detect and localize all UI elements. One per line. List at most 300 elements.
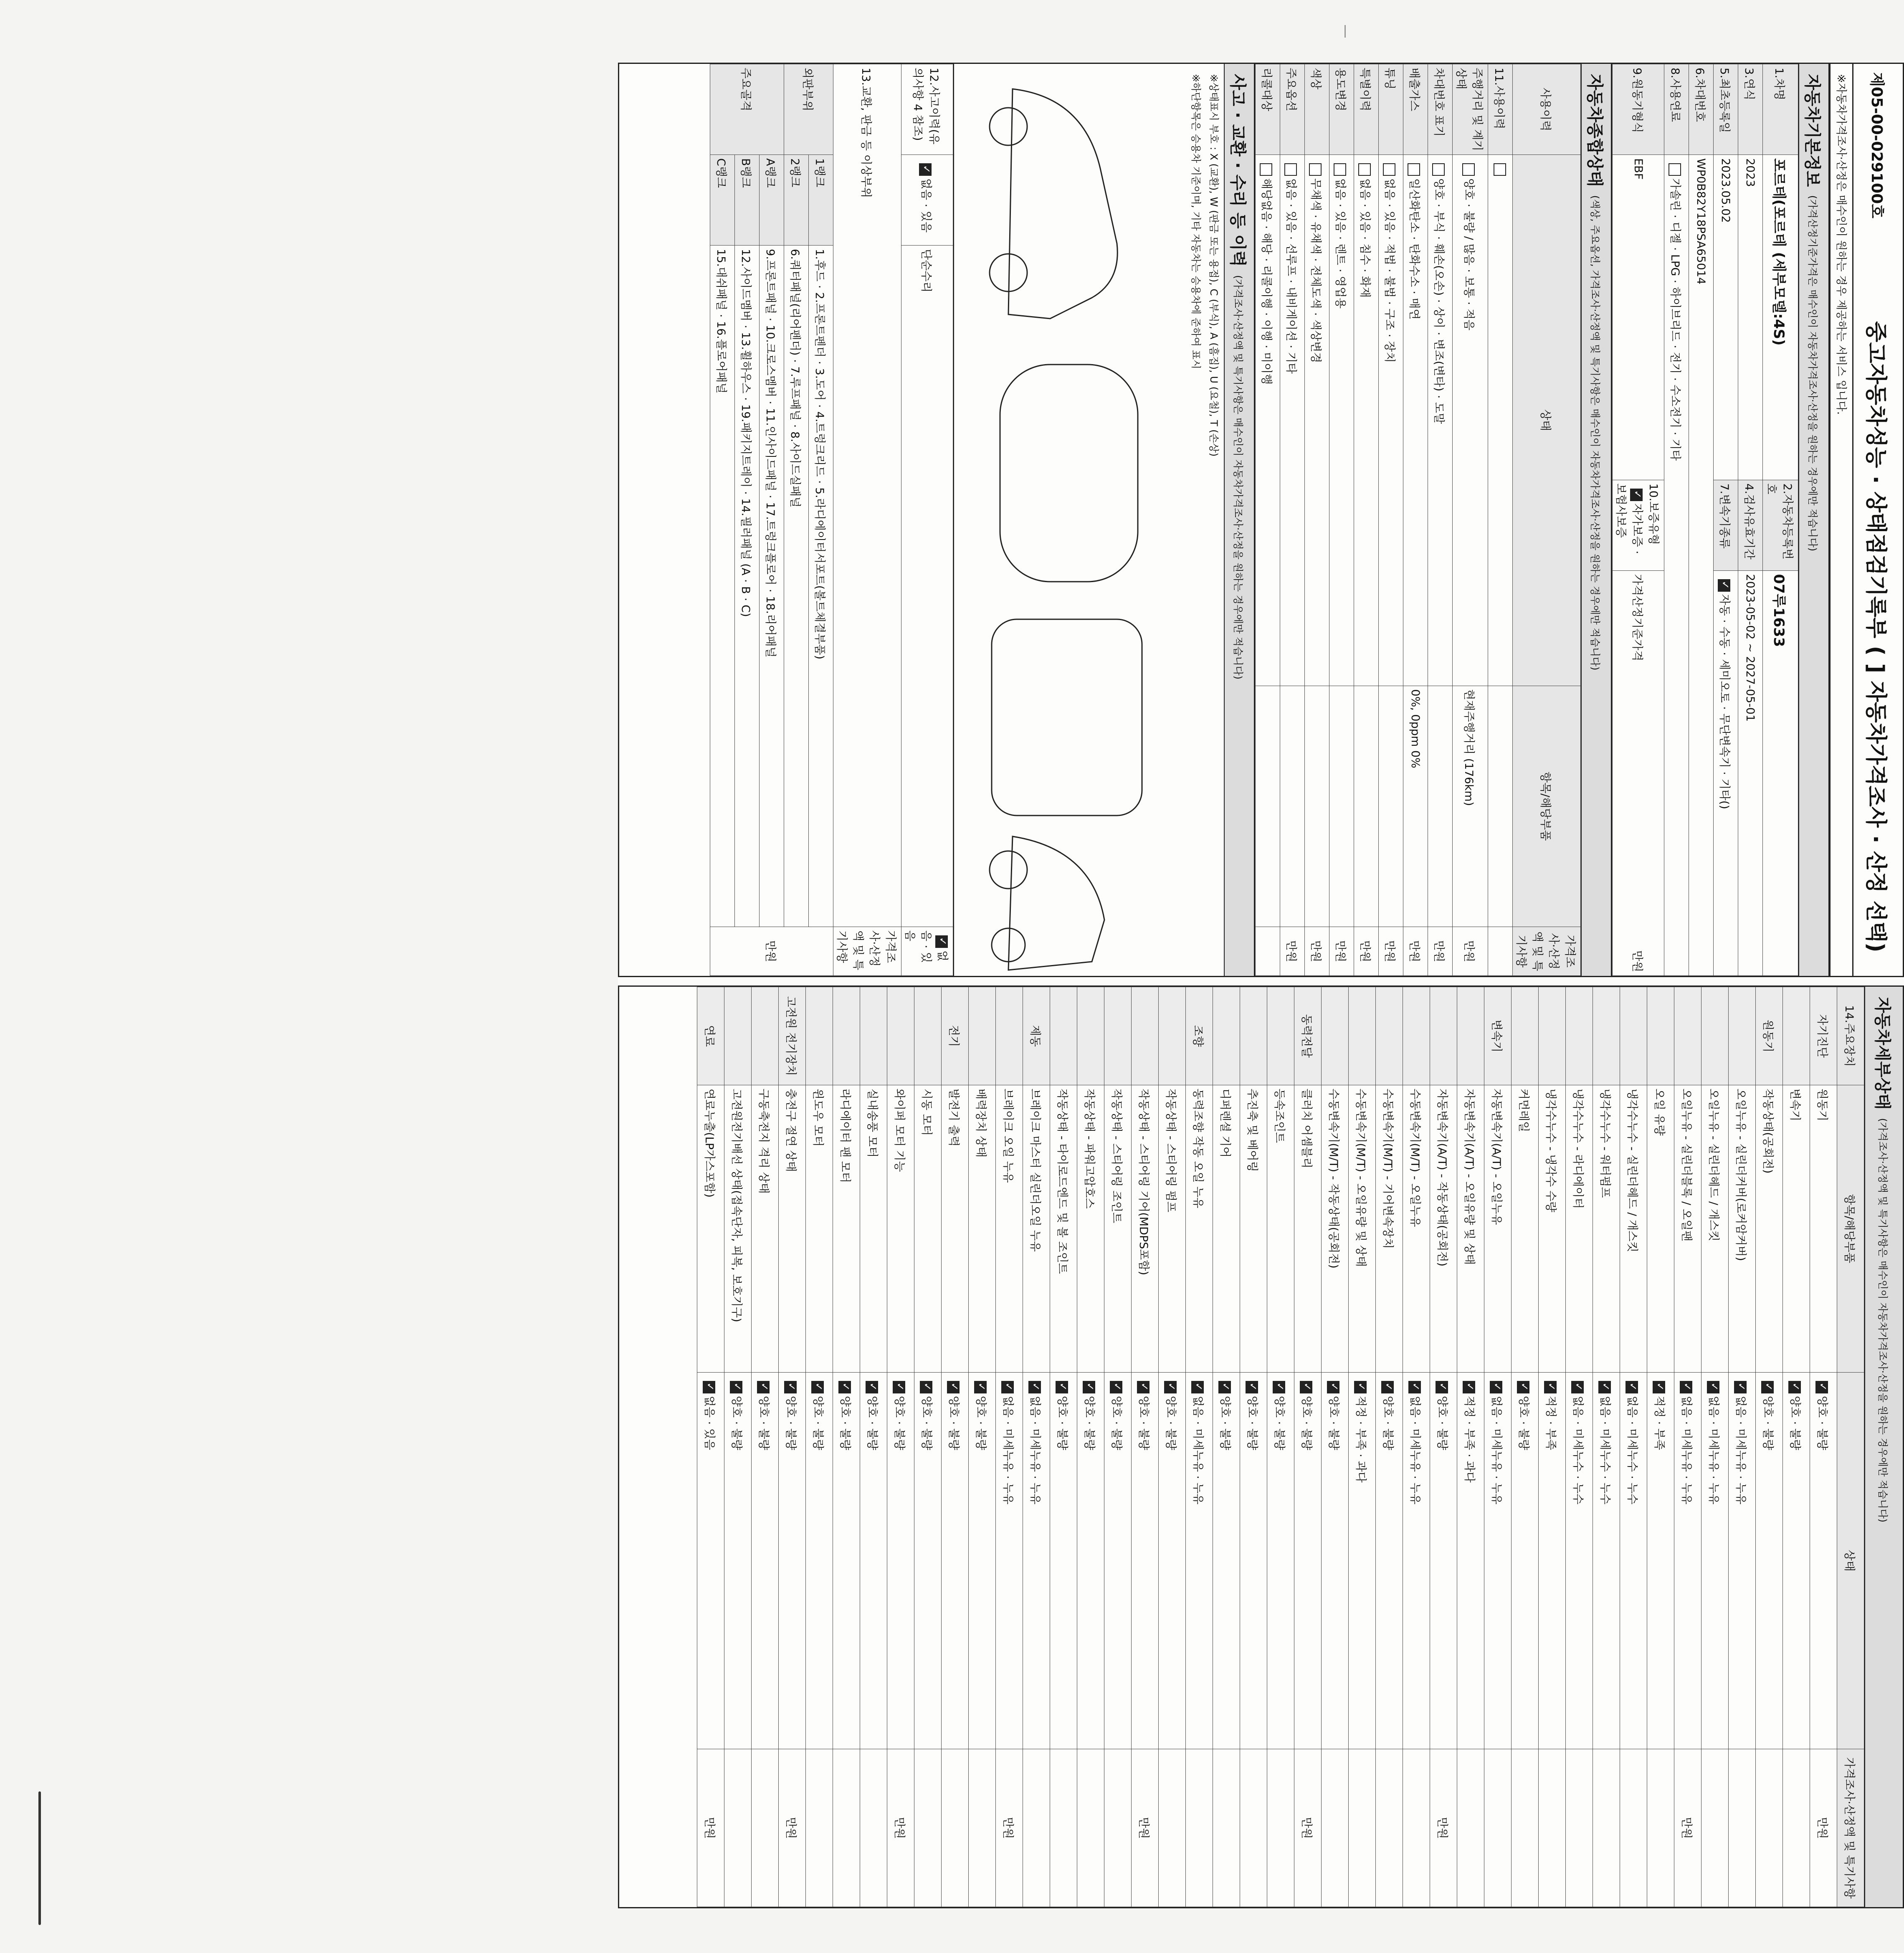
table-row	[1729, 987, 1756, 1907]
checkbox[interactable]	[1334, 163, 1346, 176]
device-group	[1647, 987, 1674, 1085]
row-state	[1403, 155, 1428, 686]
device-group	[1376, 987, 1403, 1085]
unit-label	[1403, 1749, 1430, 1907]
rankC-items: 15.대쉬패널 · 16.플로어패널	[710, 246, 735, 927]
checkbox[interactable]	[1028, 1381, 1041, 1393]
unit-label	[1566, 1749, 1593, 1907]
checkbox[interactable]	[811, 1381, 824, 1393]
checkbox[interactable]	[1669, 163, 1681, 176]
checkbox[interactable]	[1191, 1381, 1204, 1393]
device-group	[1539, 987, 1566, 1085]
state-text: 무채색 · 유채색 · 전체도색 · 색상변경	[1309, 178, 1322, 363]
checkbox[interactable]	[1463, 1381, 1475, 1393]
checkbox[interactable]	[1300, 1381, 1312, 1393]
checkbox[interactable]	[893, 1381, 905, 1393]
table-row	[1689, 64, 1714, 976]
accident-header	[1224, 64, 1255, 976]
label-vin: 6.차대번호	[1689, 64, 1714, 155]
state-text: 양호 · 불량	[838, 1396, 852, 1450]
state-text: 없음 · 있음 · 침수 · 화재	[1358, 178, 1372, 298]
checkbox[interactable]	[1718, 579, 1730, 592]
checkbox[interactable]	[1309, 163, 1322, 176]
checkbox[interactable]	[866, 1381, 878, 1393]
checkbox[interactable]	[1761, 1381, 1774, 1393]
checkbox[interactable]	[1408, 1381, 1421, 1393]
device-state	[1674, 1372, 1701, 1749]
device-group	[1322, 987, 1349, 1085]
unit-label: 만원	[710, 927, 833, 976]
left-panel	[618, 63, 1904, 977]
state-text: 양호 · 불량	[974, 1396, 987, 1450]
unit-label: 만원	[1354, 927, 1379, 976]
unit-label: 만원	[779, 1749, 806, 1907]
unit-label: 만원	[1428, 927, 1453, 976]
device-item: 클러치 어셈블리	[1294, 1085, 1322, 1372]
label-engine: 9.원동기형식	[1613, 64, 1664, 155]
unit-label	[1756, 1749, 1783, 1907]
device-state	[697, 1372, 724, 1749]
row-item	[1428, 686, 1453, 927]
state-text: 양호 · 불량	[866, 1396, 879, 1450]
device-item: 충전구 절연 상태	[779, 1085, 806, 1372]
device-item: 윈도우 모터	[806, 1085, 833, 1372]
car-frame-view	[992, 619, 1142, 816]
label-abnormal-parts: 13.교환, 판금 등 이상부위	[833, 64, 901, 927]
unit-label	[1783, 1749, 1810, 1907]
label-warranty: 10.보증유형	[1647, 483, 1660, 545]
table-row	[1714, 64, 1738, 976]
checkbox[interactable]	[1734, 1381, 1747, 1393]
unit-label	[1484, 1749, 1512, 1907]
table-row	[1379, 64, 1403, 976]
service-notice: ※자동차가격조사·산정은 매수인이 원하는 경우 제공하는 서비스 입니다.	[1830, 64, 1852, 976]
state-text: 없음 · 있음	[703, 1396, 716, 1450]
table-row	[1810, 987, 1837, 1907]
general-state-header	[1581, 64, 1612, 976]
rank1-items: 1.후드 · 2.프론트펜더 · 3.도어 · 4.트렁크리드 · 5.라디에이터서포트(볼트체결부품)	[809, 246, 833, 927]
device-group: 전기	[942, 987, 969, 1085]
table-row	[914, 987, 942, 1907]
checkbox[interactable]	[1164, 1381, 1177, 1393]
checkbox[interactable]	[919, 163, 932, 176]
checkbox[interactable]	[936, 935, 948, 948]
basic-info-title: 자동차기본정보	[1803, 74, 1822, 187]
state-text: 양호 · 불량	[1246, 1396, 1259, 1450]
state-text: 양호 · 불량	[1517, 1396, 1530, 1450]
device-state	[1756, 1372, 1783, 1749]
table-header-row	[1513, 64, 1581, 976]
row-label: 색상	[1305, 64, 1329, 155]
col-header: 상태	[1513, 155, 1581, 686]
checkbox[interactable]	[730, 1381, 742, 1393]
state-text: 양호 · 불량	[1381, 1396, 1395, 1450]
state-text: 적정 · 부족 · 과다	[1463, 1396, 1476, 1483]
table-row	[1539, 987, 1566, 1907]
checkbox[interactable]	[920, 1381, 932, 1393]
table-row	[1738, 64, 1763, 976]
form-title-row	[1852, 64, 1903, 976]
checkbox[interactable]	[1631, 489, 1643, 501]
device-item: 냉각수누수 - 워터펌프	[1593, 1085, 1620, 1372]
rankB-items: 12.사이드멤버 · 13.휠하우스 · 19.패키지트레이 · 14.필러패널 (A · B · C)	[735, 246, 760, 927]
checkbox[interactable]	[947, 1381, 960, 1393]
device-group: 자기진단	[1810, 987, 1837, 1085]
table-row	[1613, 64, 1664, 976]
checkbox[interactable]	[757, 1381, 770, 1393]
unit-label	[1213, 1749, 1240, 1907]
device-state	[1213, 1372, 1240, 1749]
checkbox[interactable]	[1383, 163, 1395, 176]
device-item: 디퍼렌셜 기어	[1213, 1085, 1240, 1372]
device-state	[724, 1372, 752, 1749]
device-state	[969, 1372, 996, 1749]
checkbox[interactable]	[703, 1381, 715, 1393]
checkbox[interactable]	[1083, 1381, 1095, 1393]
device-item: 구동축전지 격리 상태	[752, 1085, 779, 1372]
label-rank2: 2랭크	[784, 155, 809, 246]
device-item: 배력장치 상태	[969, 1085, 996, 1372]
unit-label: 만원	[996, 1749, 1023, 1907]
device-state	[1593, 1372, 1620, 1749]
device-group	[1240, 987, 1267, 1085]
col-price: 가격조사·산정액 및 특기사항	[833, 927, 901, 976]
device-item: 오일누유 - 실린더커버(로커암커버)	[1729, 1085, 1756, 1372]
device-item: 라디에이터 팬 모터	[833, 1085, 860, 1372]
device-state	[1050, 1372, 1077, 1749]
checkbox[interactable]	[1517, 1381, 1529, 1393]
checkbox[interactable]	[1815, 1381, 1828, 1393]
unit-label	[1322, 1749, 1349, 1907]
table-row	[1430, 987, 1457, 1907]
device-group	[860, 987, 887, 1085]
device-state	[1566, 1372, 1593, 1749]
general-state-body	[1256, 64, 1513, 976]
table-row	[1023, 987, 1050, 1907]
checkbox[interactable]	[838, 1381, 851, 1393]
device-state	[1077, 1372, 1104, 1749]
state-text: 양호 · 불량	[1436, 1396, 1449, 1450]
state-text: 양호 · 불량	[947, 1396, 960, 1450]
state-text: 양호 · 불량	[893, 1396, 906, 1450]
checkbox[interactable]	[1490, 1381, 1502, 1393]
device-item: 변속기	[1783, 1085, 1810, 1372]
state-text: 없음 · 미세누유 · 누유	[1001, 1396, 1015, 1505]
table-row	[1280, 64, 1305, 976]
device-group	[1620, 987, 1647, 1085]
checkbox[interactable]	[1273, 1381, 1285, 1393]
device-state	[1186, 1372, 1213, 1749]
state-text: 양호 · 불량	[1137, 1396, 1150, 1450]
device-state	[942, 1372, 969, 1749]
unit-label	[1488, 927, 1513, 976]
device-group	[1077, 987, 1104, 1085]
state-text: 양호 · 불량	[1815, 1396, 1829, 1450]
checkbox[interactable]	[1432, 163, 1445, 176]
unit-label	[1647, 1749, 1674, 1907]
accident-table	[710, 64, 953, 976]
state-text: 없음 · 미세누유 · 누유	[1707, 1396, 1720, 1505]
row-state	[1329, 155, 1354, 686]
simple-repair-options: 없음 · 있음	[903, 930, 949, 963]
label-outer: 외판부위	[784, 64, 833, 155]
device-state	[1620, 1372, 1647, 1749]
checkbox[interactable]	[1381, 1381, 1394, 1393]
table-row	[1256, 64, 1280, 976]
row-state	[1453, 155, 1488, 686]
checkbox[interactable]	[1246, 1381, 1258, 1393]
table-row	[1213, 987, 1240, 1907]
table-row	[1329, 64, 1354, 976]
unit-label	[806, 1749, 833, 1907]
value-reg-no: 07루1633	[1763, 570, 1798, 975]
device-group	[969, 987, 996, 1085]
table-row	[1159, 987, 1186, 1907]
scan-edge-mark	[38, 1791, 41, 1925]
unit-label: 만원	[1132, 1749, 1159, 1907]
checkbox[interactable]	[1137, 1381, 1149, 1393]
table-row	[710, 64, 735, 976]
label-car-name: 1.차명	[1763, 64, 1798, 155]
device-state	[1512, 1372, 1539, 1749]
label-rankA: A랭크	[760, 155, 784, 246]
checkbox[interactable]	[1358, 163, 1371, 176]
state-text: 없음 · 미세누수 · 누수	[1571, 1396, 1585, 1505]
device-state	[1240, 1372, 1267, 1749]
device-state	[1430, 1372, 1457, 1749]
state-text: 양호 · 불량	[1788, 1396, 1802, 1450]
table-row	[1132, 987, 1159, 1907]
device-state	[833, 1372, 860, 1749]
row-state	[1354, 155, 1379, 686]
unit-label	[1159, 1749, 1186, 1907]
checkbox[interactable]	[1284, 163, 1297, 176]
state-text: 양호 · 불량 / 많음 · 보통 · 적음	[1462, 178, 1476, 331]
checkbox[interactable]	[784, 1381, 797, 1393]
state-text: 없음 · 있음 · 선루프 · 내비게이션 · 기타	[1284, 178, 1298, 374]
value-inspect-period: 2023-05-02 ~ 2027-05-01	[1738, 570, 1763, 975]
device-group	[1593, 987, 1620, 1085]
table-row	[833, 987, 860, 1907]
device-item: 수동변속기(M/T) - 오일누유	[1403, 1085, 1430, 1372]
value-transmission	[1714, 570, 1738, 975]
table-row	[735, 64, 760, 976]
checkbox[interactable]	[1260, 163, 1272, 176]
checkbox[interactable]	[1110, 1381, 1122, 1393]
table-row	[1674, 987, 1701, 1907]
basic-info-header	[1798, 64, 1830, 976]
fuel-options: 가솔린 · 디젤 · LPG · 하이브리드 · 전기 · 수소전기 · 기타	[1669, 178, 1682, 461]
basic-info-table	[1612, 64, 1798, 976]
device-item: 등속조인트	[1267, 1085, 1294, 1372]
device-group	[752, 987, 779, 1085]
table-row	[1050, 987, 1077, 1907]
row-state	[1428, 155, 1453, 686]
checkbox[interactable]	[1408, 163, 1420, 176]
detail-table	[697, 987, 1864, 1907]
checkbox[interactable]	[1544, 1381, 1557, 1393]
unit-label	[1376, 1749, 1403, 1907]
device-item: 발전기 출력	[942, 1085, 969, 1372]
state-text: 양호 · 불량	[1761, 1396, 1775, 1450]
doc-number: 제05-00-029100호	[1868, 72, 1886, 218]
checkbox[interactable]	[1707, 1381, 1719, 1393]
label-rankC: C랭크	[710, 155, 735, 246]
row-label: 용도변경	[1329, 64, 1354, 155]
table-row	[1186, 987, 1213, 1907]
unit-label	[1349, 1749, 1376, 1907]
device-group	[1132, 987, 1159, 1085]
row-item	[1305, 686, 1329, 927]
state-text: 양호 · 불량	[1083, 1396, 1096, 1450]
device-item: 수동변속기(M/T) - 기어변속장치	[1376, 1085, 1403, 1372]
device-state	[1159, 1372, 1186, 1749]
state-text: 없음 · 있음 · 적법 · 불법 · 구조 · 장치	[1383, 178, 1396, 363]
device-state	[887, 1372, 914, 1749]
device-item: 오일누유 - 실린더헤드 / 개스킷	[1701, 1085, 1729, 1372]
table-row	[1763, 64, 1798, 976]
device-group	[1457, 987, 1484, 1085]
device-state	[1023, 1372, 1050, 1749]
unit-label	[1023, 1749, 1050, 1907]
unit-label	[860, 1749, 887, 1907]
row-item	[1329, 686, 1354, 927]
row-item	[1354, 686, 1379, 927]
table-row	[1403, 987, 1430, 1907]
state-text: 양호 · 불량	[920, 1396, 933, 1450]
col-header: 사용이력	[1513, 64, 1581, 155]
checkbox[interactable]	[1436, 1381, 1448, 1393]
device-item: 자동변속기(A/T) - 작동상태(공회전)	[1430, 1085, 1457, 1372]
table-row	[724, 987, 752, 1907]
state-text: 양호 · 부식 · 훼손(오손) · 상이 · 변조(변타) · 도말	[1432, 178, 1446, 424]
legend-line-2: ※하단항목은 승용차 기준이며, 기타 자동차는 승용차에 준하여 표시	[1190, 74, 1202, 370]
table-row	[1488, 64, 1513, 976]
state-text: 양호 · 불량	[730, 1396, 743, 1450]
device-group	[724, 987, 752, 1085]
table-row	[1349, 987, 1376, 1907]
rankA-items: 9.프론트패널 · 10.크로스멤버 · 11.인사이드패널 · 17.트렁크플로어 · 18.리어패널	[760, 246, 784, 927]
checkbox[interactable]	[1571, 1381, 1584, 1393]
state-text: 없음 · 미세누수 · 누수	[1625, 1396, 1639, 1505]
unit-label: 만원	[1379, 927, 1403, 976]
device-item: 연료누출(LP가스포함)	[697, 1085, 724, 1372]
car-diagram-area	[953, 64, 1188, 976]
device-group	[1267, 987, 1294, 1085]
state-text: 양호 · 불량	[757, 1396, 770, 1450]
table-row	[1566, 987, 1593, 1907]
checkbox[interactable]	[974, 1381, 987, 1393]
unit-label	[1256, 927, 1280, 976]
unit-label: 만원	[1329, 927, 1354, 976]
device-group: 연료	[697, 987, 724, 1085]
device-state	[1322, 1372, 1349, 1749]
table-row	[760, 64, 784, 976]
unit-label	[1620, 1749, 1647, 1907]
state-text: 양호 · 불량	[1056, 1396, 1069, 1450]
checkbox[interactable]	[1218, 1381, 1231, 1393]
legend-line-1: ※상태표시 부호 : X (교환), W (판금 또는 용접), C (부식), A (흠집), U (요철), T (손상)	[1208, 74, 1220, 457]
state-text: 적정 · 부족	[1653, 1396, 1666, 1450]
transmission-options: 자동 · 수동 · 세미오토 · 무단변속기 · 기타()	[1718, 594, 1731, 809]
device-group	[1050, 987, 1077, 1085]
label-year: 3.연식	[1738, 64, 1763, 155]
table-header-row	[1837, 987, 1864, 1907]
device-state	[1729, 1372, 1756, 1749]
table-row	[942, 987, 969, 1907]
row-label: 배출가스	[1403, 64, 1428, 155]
value-warranty	[1613, 480, 1664, 570]
label-base-price: 가격산정기준가격	[1631, 574, 1643, 661]
checkbox[interactable]	[1327, 1381, 1339, 1393]
device-group	[887, 987, 914, 1085]
device-group: 동력전달	[1294, 987, 1322, 1085]
table-row	[860, 987, 887, 1907]
state-text: 양호 · 불량	[1300, 1396, 1313, 1450]
checkbox[interactable]	[1598, 1381, 1611, 1393]
table-row	[887, 987, 914, 1907]
device-item: 냉각수누수 - 실린더헤드 / 개스킷	[1620, 1085, 1647, 1372]
row-item	[1488, 686, 1513, 927]
checkbox[interactable]	[1680, 1381, 1692, 1393]
unit-label	[1050, 1749, 1077, 1907]
unit-label	[1512, 1749, 1539, 1907]
device-state	[1294, 1372, 1322, 1749]
checkbox[interactable]	[1056, 1381, 1068, 1393]
checkbox[interactable]	[1494, 163, 1506, 176]
state-text: 없음 · 미세누유 · 누유	[1680, 1396, 1693, 1505]
col-header: 항목/해당부품	[1837, 1085, 1864, 1372]
detail-title: 자동차세부상태	[1873, 997, 1892, 1110]
device-state	[1810, 1372, 1837, 1749]
state-text: 양호 · 불량	[1110, 1396, 1123, 1450]
checkbox[interactable]	[1001, 1381, 1014, 1393]
device-state	[1104, 1372, 1132, 1749]
device-item: 작동상태(공회전)	[1756, 1085, 1783, 1372]
detail-body	[697, 987, 1837, 1907]
device-group	[1729, 987, 1756, 1085]
device-state	[996, 1372, 1023, 1749]
device-item: 실내송풍 모터	[860, 1085, 887, 1372]
wheel-icon	[990, 851, 1027, 889]
general-state-title: 자동차종합상태	[1585, 74, 1605, 187]
table-row	[1512, 987, 1539, 1907]
value-fuel	[1664, 155, 1689, 976]
table-row	[1647, 987, 1674, 1907]
checkbox[interactable]	[1788, 1381, 1801, 1393]
value-year: 2023	[1738, 155, 1763, 480]
checkbox[interactable]	[1653, 1381, 1665, 1393]
device-group	[1701, 987, 1729, 1085]
table-row	[1701, 987, 1729, 1907]
checkbox[interactable]	[1354, 1381, 1367, 1393]
device-item: 작동상태 - 스티어링 펌프	[1159, 1085, 1186, 1372]
device-group	[914, 987, 942, 1085]
state-text: 없음 · 미세누유 · 누유	[1734, 1396, 1747, 1505]
col-header: 가격조사·산정액 및 특기사항	[1837, 1749, 1864, 1907]
checkbox[interactable]	[1625, 1381, 1638, 1393]
table-row	[833, 64, 901, 976]
device-group	[833, 987, 860, 1085]
state-text: 양호 · 불량	[784, 1396, 798, 1450]
unit-label	[1077, 1749, 1104, 1907]
device-group	[1104, 987, 1132, 1085]
col-header: 14.주요장치	[1837, 987, 1864, 1085]
state-text: 없음 · 미세누유 · 누유	[1408, 1396, 1422, 1505]
basic-info-note: (가격산정기준가격은 매수인이 자동차가격조사·산정을 원하는 경우에만 적습니다)	[1807, 195, 1819, 552]
device-group: 제동	[1023, 987, 1050, 1085]
checkbox[interactable]	[1462, 163, 1475, 176]
